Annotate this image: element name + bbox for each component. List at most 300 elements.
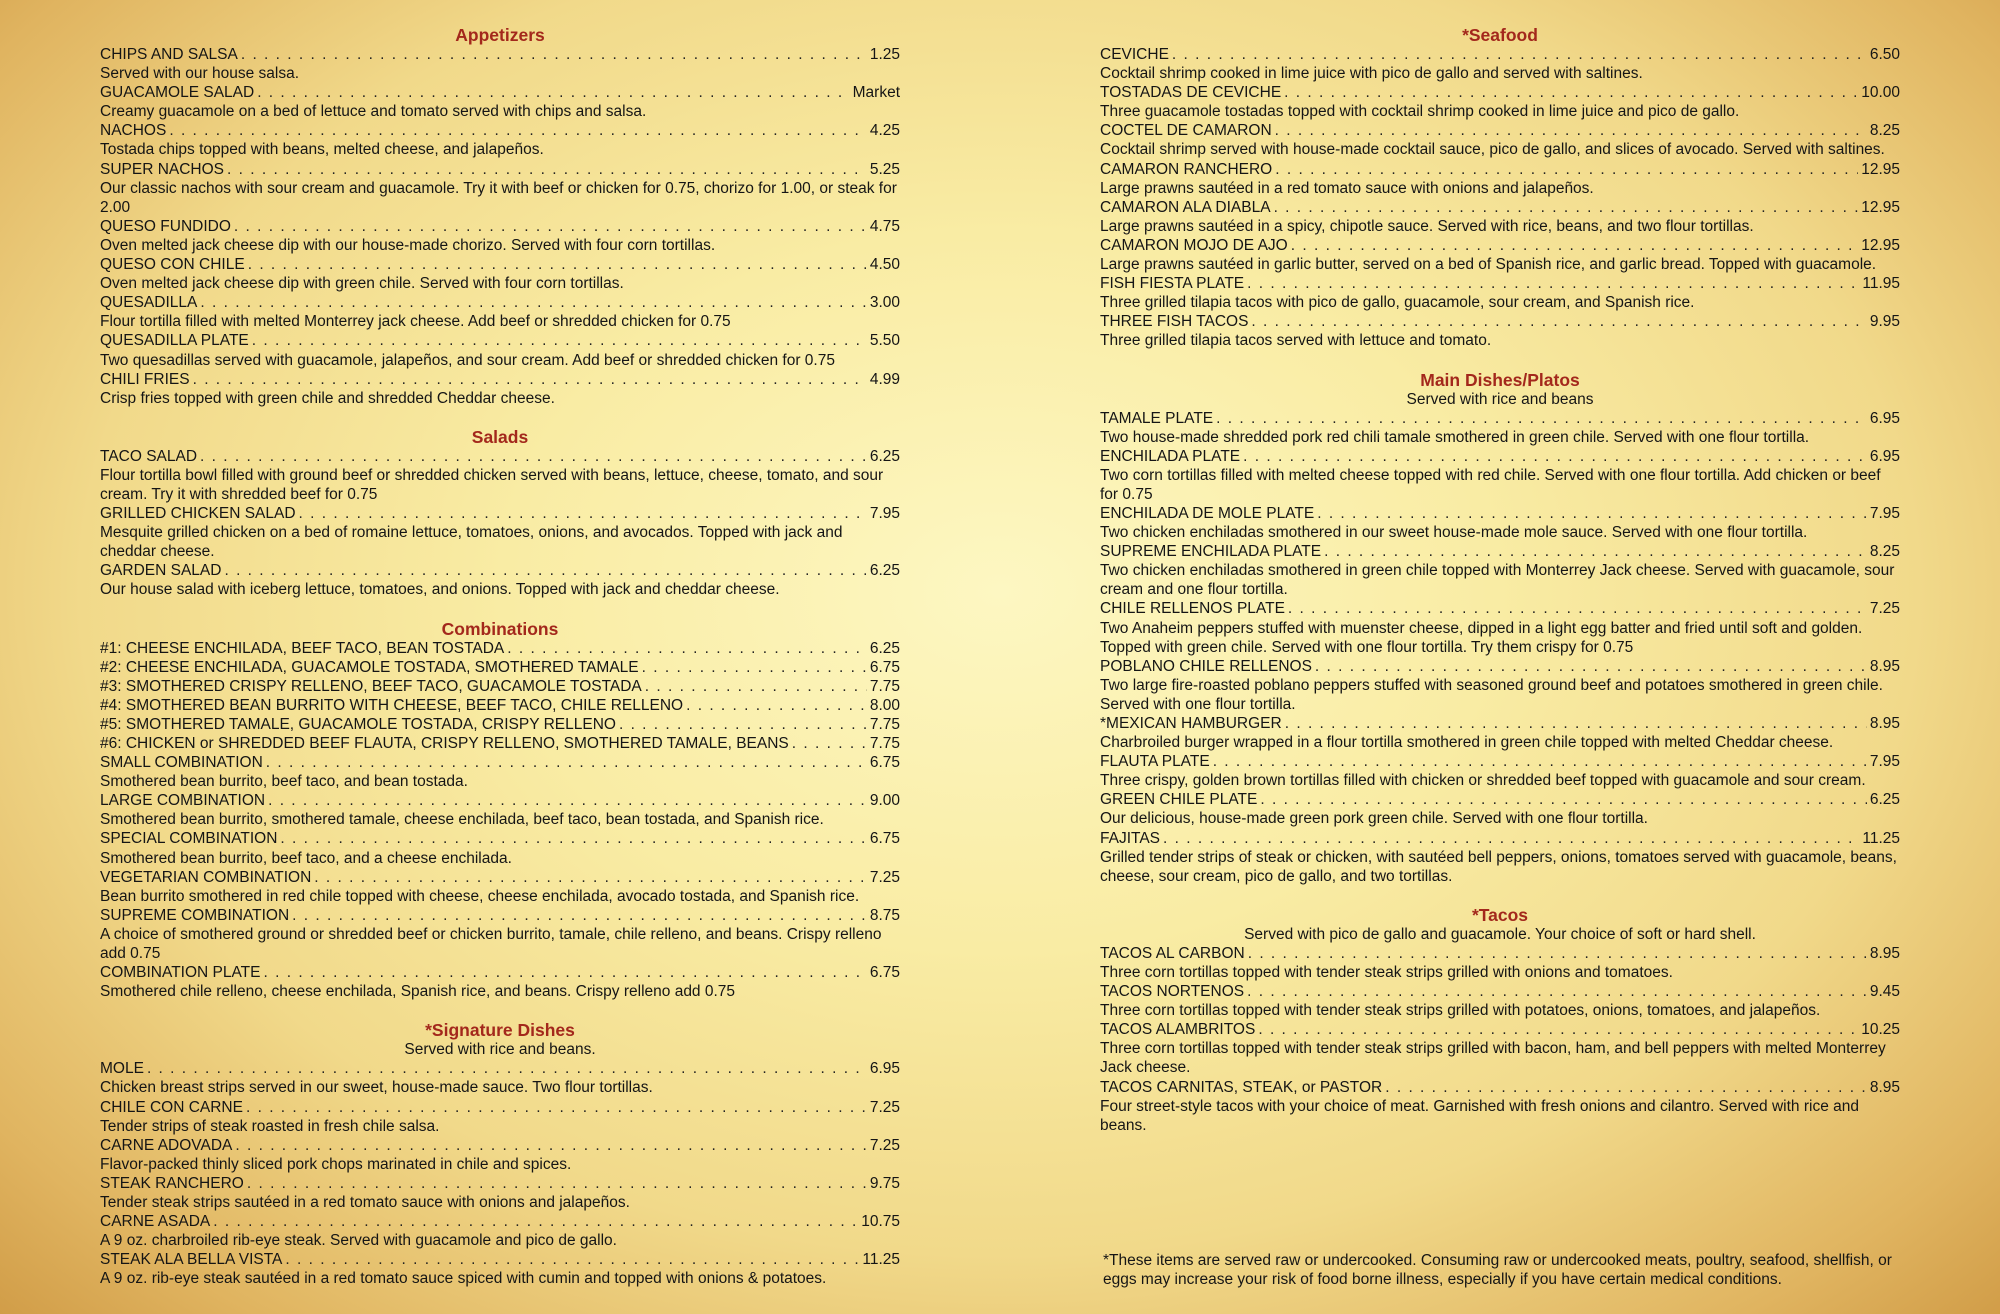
- dot-leader: [1216, 409, 1867, 428]
- menu-item-row: [1100, 752, 1900, 771]
- dot-leader: [169, 121, 867, 140]
- menu-item: [1100, 409, 1900, 447]
- menu-item-row: [100, 1250, 900, 1269]
- menu-item-row: [1100, 829, 1900, 848]
- menu-item-price: 5.25: [869, 160, 900, 178]
- menu-item-price: 10.75: [861, 1213, 900, 1231]
- menu-item-name: VEGETARIAN COMBINATION: [100, 868, 312, 886]
- dot-leader: [247, 1174, 867, 1193]
- dot-leader: [263, 963, 866, 982]
- menu-item-name: #2: CHEESE ENCHILADA, GUACAMOLE TOSTADA, SMOTHERED TAMALE: [100, 658, 639, 676]
- dot-leader: [280, 829, 866, 848]
- menu-item-description: Large prawns sautéed in garlic butter, served on a bed of Spanish rice, and garlic bread. Topped with guacamole.: [1100, 256, 1877, 274]
- menu-item: [100, 963, 900, 1001]
- menu-item-price: 6.75: [869, 754, 900, 772]
- menu-item-name: CAMARON MOJO DE AJO: [1100, 236, 1288, 254]
- menu-item-row: [100, 715, 900, 734]
- menu-item-price: 9.45: [1869, 983, 1900, 1001]
- menu-item-description: Two chicken enchiladas smothered in green chile topped with Monterrey Jack cheese. Served with guacamole, sour cream and one flour tortilla.: [1100, 562, 1895, 599]
- menu-item-description: A 9 oz. charbroiled rib-eye steak. Served with guacamole and pico de gallo.: [100, 1232, 617, 1250]
- menu-item: [100, 561, 900, 599]
- menu-item-row: [100, 677, 900, 696]
- menu-item-price: 8.25: [1869, 122, 1900, 140]
- menu-item-name: *MEXICAN HAMBURGER: [1100, 715, 1282, 732]
- menu-item-price: 6.25: [869, 562, 900, 580]
- menu-item-description: Cocktail shrimp cooked in lime juice with pico de gallo and served with saltines.: [1100, 65, 1643, 83]
- menu-item-description: Flour tortilla filled with melted Monterrey jack cheese. Add beef or shredded chicken for 0.75: [100, 313, 731, 331]
- menu-item-price: 12.95: [1861, 236, 1900, 254]
- menu-item: [1100, 944, 1900, 982]
- menu-item-row: [1100, 312, 1900, 331]
- menu-section-main-dishes-platos: [1100, 370, 1900, 886]
- menu-item-row: [1100, 409, 1900, 428]
- dot-leader: [241, 45, 867, 64]
- section-subtitle: Served with pico de gallo and guacamole. Your choice of soft or hard shell.: [1244, 925, 1756, 943]
- menu-item-row: [100, 829, 900, 848]
- menu-item-price: 4.99: [869, 370, 900, 388]
- menu-item: [100, 1250, 900, 1288]
- section-title: *Seafood: [1462, 25, 1538, 45]
- menu-item-price: 3.00: [869, 294, 900, 312]
- menu-item-row: [100, 255, 900, 274]
- menu-item-row: [100, 217, 900, 236]
- menu-item-row: [1100, 1020, 1900, 1039]
- menu-item-price: 9.75: [869, 1174, 900, 1192]
- menu-item-name: CARNE ASADA: [100, 1213, 211, 1231]
- menu-item-price: 6.75: [869, 964, 900, 982]
- menu-item-name: GRILLED CHICKEN SALAD: [100, 505, 296, 523]
- menu-item-name: GREEN CHILE PLATE: [1100, 791, 1258, 809]
- menu-item-row: [100, 45, 900, 64]
- menu-item-description: Served with our house salsa.: [100, 65, 300, 83]
- menu-item-name: STEAK ALA BELLA VISTA: [100, 1251, 283, 1269]
- menu-item: [1100, 714, 1900, 752]
- dot-leader: [227, 160, 867, 179]
- menu-item: [1100, 198, 1900, 236]
- menu-item: [100, 45, 900, 83]
- menu-item: [1100, 829, 1900, 886]
- menu-item-row: [1100, 83, 1900, 102]
- menu-item-price: 7.75: [869, 735, 900, 752]
- menu-item-description: Smothered bean burrito, beef taco, and bean tostada.: [100, 773, 468, 791]
- menu-item-name: TACOS ALAMBRITOS: [1100, 1021, 1256, 1039]
- menu-item-price: 7.95: [1869, 753, 1900, 771]
- menu-item-name: CHILE RELLENOS PLATE: [1100, 600, 1285, 618]
- dot-leader: [1275, 160, 1858, 179]
- menu-item-description: Crisp fries topped with green chile and shredded Cheddar cheese.: [100, 389, 555, 407]
- menu-item-description: Grilled tender strips of steak or chicken, with sautéed bell peppers, onions, tomatoes served with guacamole, beans, cheese, sour cream, pico de gallo, and two tortillas.: [1100, 848, 1897, 885]
- dot-leader: [642, 658, 867, 677]
- menu-item-row: [100, 447, 900, 466]
- menu-item-row: [100, 83, 900, 102]
- menu-item-row: [100, 293, 900, 312]
- menu-item-name: CARNE ADOVADA: [100, 1136, 233, 1154]
- dot-leader: [1274, 198, 1859, 217]
- menu-item-description: Two chicken enchiladas smothered in our sweet house-made mole sauce. Served with one flour tortilla.: [1100, 524, 1808, 542]
- menu-item-price: 6.25: [869, 447, 900, 465]
- menu-item-row: [100, 370, 900, 389]
- menu-item: [100, 639, 900, 658]
- menu-item-description: Mesquite grilled chicken on a bed of romaine lettuce, tomatoes, onions, and avocados. Topped with jack and cheddar cheese.: [100, 524, 843, 561]
- dot-leader: [246, 1098, 867, 1117]
- menu-item-name: CHILI FRIES: [100, 370, 190, 388]
- menu-item-name: TACO SALAD: [100, 447, 198, 465]
- dot-leader: [1260, 790, 1866, 809]
- menu-item: [100, 1059, 900, 1097]
- menu-item-description: Oven melted jack cheese dip with green chile. Served with four corn tortillas.: [100, 275, 624, 293]
- menu-item-price: 11.25: [862, 1251, 900, 1269]
- menu-item-description: Three corn tortillas topped with tender steak strips grilled with potatoes, onions, tomatoes, and jalapeños.: [1100, 1002, 1821, 1020]
- menu-item-description: Three corn tortillas topped with tender steak strips grilled with bacon, ham, and bell peppers with melted Monterrey Jack cheese.: [1100, 1040, 1886, 1077]
- dot-leader: [1213, 752, 1867, 771]
- dot-leader: [1317, 504, 1867, 523]
- menu-item-price: 6.95: [1869, 447, 1900, 465]
- menu-item-price: 4.75: [869, 217, 900, 235]
- menu-item: [100, 868, 900, 906]
- menu-section-signature-dishes: [100, 1020, 900, 1288]
- section-title: Main Dishes/Platos: [1420, 369, 1580, 390]
- dot-leader: [257, 83, 849, 102]
- menu-item-description: Two large fire-roasted poblano peppers stuffed with seasoned ground beef and potatoes smothered in green chile. Served with one flour tortilla.: [1100, 676, 1883, 713]
- menu-item-name: GARDEN SALAD: [100, 562, 222, 580]
- dot-leader: [1251, 312, 1866, 331]
- menu-item: [100, 83, 900, 121]
- menu-item: [1100, 1078, 1900, 1135]
- menu-item: [1100, 657, 1900, 714]
- menu-item-price: 7.25: [869, 868, 900, 886]
- menu-item-row: [100, 561, 900, 580]
- dot-leader: [314, 868, 867, 887]
- menu-item: [100, 1212, 900, 1250]
- section-subtitle: Served with rice and beans.: [404, 1041, 596, 1059]
- menu-item-price: 11.25: [1862, 829, 1900, 847]
- menu-item-description: Our delicious, house-made green pork green chile. Served with one flour tortilla.: [1100, 810, 1648, 828]
- dot-leader: [686, 696, 867, 715]
- menu-item-row: [100, 906, 900, 925]
- section-title: Appetizers: [455, 25, 545, 45]
- menu-item-price: 6.75: [869, 830, 900, 848]
- menu-item-name: QUESADILLA PLATE: [100, 332, 249, 350]
- menu-item-description: Two corn tortillas filled with melted cheese topped with red chile. Served with one flour tortilla. Add chicken or beef for 0.75: [1100, 466, 1881, 503]
- dot-leader: [268, 791, 867, 810]
- dot-leader: [285, 1250, 859, 1269]
- menu-item-row: [1100, 944, 1900, 963]
- section-title: Combinations: [441, 618, 559, 639]
- menu-item-name: FLAUTA PLATE: [1100, 753, 1210, 771]
- menu-item-row: [100, 734, 900, 753]
- menu-item-name: FISH FIESTA PLATE: [1100, 275, 1245, 293]
- menu-section-appetizers: [100, 25, 900, 408]
- menu-item-row: [1100, 790, 1900, 809]
- menu-item-description: Two Anaheim peppers stuffed with muenster cheese, dipped in a light egg batter and fried until soft and golden. Topped with green chile. Served with one flour tortilla. Try them crispy for 0.75: [1100, 619, 1863, 656]
- menu-item-name: CEVICHE: [1100, 46, 1169, 63]
- menu-item-row: [1100, 599, 1900, 618]
- menu-item-row: [1100, 160, 1900, 179]
- menu-item-price: 5.50: [869, 332, 900, 350]
- menu-section-combinations: [100, 619, 900, 1002]
- menu-item-row: [100, 791, 900, 810]
- menu-item-name: SUPREME ENCHILADA PLATE: [1100, 543, 1322, 561]
- dot-leader: [213, 1212, 858, 1231]
- menu-section-tacos: [1100, 905, 1900, 1135]
- menu-item-name: COMBINATION PLATE: [100, 964, 261, 982]
- menu-item-name: SPECIAL COMBINATION: [100, 830, 278, 848]
- dot-leader: [200, 447, 867, 466]
- menu-item-description: Flavor-packed thinly sliced pork chops marinated in chile and spices.: [100, 1155, 572, 1173]
- menu-item-row: [100, 696, 900, 715]
- menu-item-row: [100, 639, 900, 658]
- menu-item-name: GUACAMOLE SALAD: [100, 84, 255, 102]
- menu-item-description: Large prawns sautéed in a spicy, chipotle sauce. Served with rice, beans, and two flour tortillas.: [1100, 217, 1754, 235]
- menu-item-price: 6.75: [869, 658, 900, 676]
- menu-item-price: 7.95: [1869, 504, 1900, 522]
- menu-item-description: Large prawns sautéed in a red tomato sauce with onions and jalapeños.: [1100, 179, 1594, 197]
- menu-item: [100, 715, 900, 734]
- dot-leader: [200, 293, 866, 312]
- menu-item-price: 8.95: [1869, 944, 1900, 962]
- menu-item-name: TOSTADAS DE CEVICHE: [1100, 84, 1282, 102]
- menu-item-row: [100, 1098, 900, 1117]
- dot-leader: [1288, 599, 1867, 618]
- dot-leader: [792, 734, 867, 753]
- menu-item-row: [1100, 982, 1900, 1001]
- menu-item-name: COCTEL DE CAMARON: [1100, 122, 1272, 140]
- menu-item-row: [100, 1059, 900, 1078]
- menu-item: [100, 293, 900, 331]
- menu-item-row: [100, 963, 900, 982]
- menu-item-name: #1: CHEESE ENCHILADA, BEEF TACO, BEAN TOSTADA: [100, 639, 505, 657]
- menu-item: [100, 1098, 900, 1136]
- menu-item-row: [100, 504, 900, 523]
- menu-item-name: SUPER NACHOS: [100, 160, 225, 178]
- menu-item-name: CHIPS AND SALSA: [100, 46, 238, 63]
- menu-item-description: A 9 oz. rib-eye steak sautéed in a red tomato sauce spiced with cumin and topped with onions & potatoes.: [100, 1270, 827, 1288]
- menu-item-row: [1100, 714, 1900, 733]
- menu-item-description: Three crispy, golden brown tortillas filled with chicken or shredded beef topped with guacamole and sour cream.: [1100, 772, 1866, 790]
- menu-item-price: 7.75: [869, 715, 900, 733]
- menu-item: [100, 677, 900, 696]
- dot-leader: [1243, 447, 1867, 466]
- dot-leader: [619, 715, 867, 734]
- dot-leader: [299, 504, 867, 523]
- menu-item: [1100, 274, 1900, 312]
- menu-item-price: 6.50: [1869, 46, 1900, 63]
- menu-item-description: Smothered bean burrito, beef taco, and a cheese enchilada.: [100, 849, 512, 867]
- dot-leader: [292, 906, 867, 925]
- menu-item: [100, 160, 900, 217]
- menu-item-name: POBLANO CHILE RELLENOS: [1100, 657, 1312, 675]
- menu-item-description: Smothered bean burrito, smothered tamale, cheese enchilada, beef taco, bean tostada, and Spanish rice.: [100, 811, 824, 829]
- menu-item-description: Three guacamole tostadas topped with cocktail shrimp cooked in lime juice and pico de gallo.: [1100, 103, 1740, 121]
- menu-section-seafood: [1100, 25, 1900, 351]
- menu-item-row: [1100, 657, 1900, 676]
- menu-item-name: SMALL COMBINATION: [100, 754, 263, 772]
- dot-leader: [1324, 542, 1867, 561]
- menu-item-row: [1100, 45, 1900, 64]
- menu-item-price: 8.00: [869, 696, 900, 714]
- menu-item: [1100, 982, 1900, 1020]
- menu-item-price: 8.75: [869, 906, 900, 924]
- menu-item-description: A choice of smothered ground or shredded beef or chicken burrito, tamale, chile relleno, and beans. Crispy relleno add 0.75: [100, 925, 882, 963]
- menu-item-description: Three grilled tilapia tacos served with lettuce and tomato.: [1100, 332, 1492, 350]
- menu-item-price: 8.95: [1869, 657, 1900, 675]
- dot-leader: [1258, 1020, 1858, 1039]
- menu-item: [100, 906, 900, 963]
- dot-leader: [1275, 121, 1867, 140]
- section-title: *Signature Dishes: [425, 1020, 575, 1041]
- menu-item: [1100, 504, 1900, 542]
- menu-column-left: [100, 25, 900, 1307]
- menu-item-description: Oven melted jack cheese dip with our house-made chorizo. Served with four corn tortillas.: [100, 236, 716, 254]
- menu-item-price: 7.75: [869, 677, 900, 695]
- menu-item-price: 7.25: [869, 1136, 900, 1154]
- menu-item-row: [1100, 1078, 1900, 1097]
- menu-item-row: [1100, 274, 1900, 293]
- menu-item: [1100, 45, 1900, 83]
- menu-item-price: Market: [852, 84, 900, 102]
- menu-item-price: 10.25: [1861, 1021, 1900, 1039]
- menu-item-name: QUESO CON CHILE: [100, 256, 245, 274]
- dot-leader: [645, 677, 867, 696]
- dot-leader: [193, 370, 867, 389]
- menu-item: [100, 1174, 900, 1212]
- menu-item-price: 11.95: [1862, 275, 1900, 293]
- menu-item-description: Tender strips of steak roasted in fresh chile salsa.: [100, 1117, 440, 1135]
- menu-item: [100, 370, 900, 408]
- menu-item-row: [100, 1212, 900, 1231]
- menu-item: [100, 658, 900, 677]
- menu-item-name: #6: CHICKEN or SHREDDED BEEF FLAUTA, CRISPY RELLENO, SMOTHERED TAMALE, BEANS: [100, 735, 789, 752]
- menu-item-row: [1100, 504, 1900, 523]
- menu-item-name: CAMARON RANCHERO: [1100, 160, 1273, 178]
- dot-leader: [1291, 236, 1858, 255]
- menu-item-description: Chicken breast strips served in our sweet, house-made sauce. Two flour tortillas.: [100, 1079, 653, 1097]
- section-title: *Tacos: [1471, 904, 1529, 925]
- menu-item-row: [1100, 447, 1900, 466]
- menu-item-description: Creamy guacamole on a bed of lettuce and tomato served with chips and salsa.: [100, 103, 647, 121]
- menu-item-description: Our house salad with iceberg lettuce, tomatoes, and onions. Topped with jack and cheddar cheese.: [100, 581, 780, 599]
- menu-item-name: STEAK RANCHERO: [100, 1174, 244, 1192]
- menu-item-price: 8.95: [1869, 715, 1900, 732]
- menu-item: [1100, 599, 1900, 656]
- menu-item: [100, 217, 900, 255]
- menu-item: [100, 753, 900, 791]
- menu-item-price: 12.95: [1861, 198, 1900, 216]
- menu-item-row: [100, 1174, 900, 1193]
- dot-leader: [147, 1059, 867, 1078]
- menu-item-description: Tostada chips topped with beans, melted cheese, and jalapeños.: [100, 141, 544, 159]
- menu-item-name: QUESADILLA: [100, 294, 198, 312]
- menu-item-description: Two house-made shredded pork red chili tamale smothered in green chile. Served with one flour tortilla.: [1100, 428, 1810, 446]
- menu-item-price: 4.50: [869, 256, 900, 274]
- menu-item: [1100, 121, 1900, 159]
- menu-item-name: TACOS AL CARBON: [1100, 944, 1245, 962]
- menu-item-price: 7.25: [869, 1098, 900, 1116]
- menu-item: [1100, 160, 1900, 198]
- menu-item-name: ENCHILADA DE MOLE PLATE: [1100, 504, 1315, 522]
- dot-leader: [1247, 274, 1859, 293]
- menu-item-price: 10.00: [1861, 84, 1900, 102]
- menu-item: [1100, 312, 1900, 350]
- menu-item-description: Cocktail shrimp served with house-made cocktail sauce, pico de gallo, and slices of avocado. Served with saltines.: [1100, 141, 1885, 159]
- dot-leader: [1163, 829, 1859, 848]
- menu-item-price: 8.95: [1869, 1078, 1900, 1096]
- menu-item-row: [100, 868, 900, 887]
- dot-leader: [248, 255, 867, 274]
- menu-item-row: [1100, 198, 1900, 217]
- menu-item-row: [100, 753, 900, 772]
- dot-leader: [252, 331, 867, 350]
- menu-item-description: Four street-style tacos with your choice of meat. Garnished with fresh onions and cilantro. Served with rice and beans.: [1100, 1097, 1859, 1134]
- section-title: Salads: [471, 426, 529, 447]
- menu-item-price: 4.25: [869, 122, 900, 140]
- menu-item-name: FAJITAS: [1100, 829, 1161, 847]
- menu-item: [1100, 83, 1900, 121]
- menu-item-price: 8.25: [1869, 543, 1900, 561]
- menu-item-name: CHILE CON CARNE: [100, 1098, 243, 1116]
- menu-item-name: #5: SMOTHERED TAMALE, GUACAMOLE TOSTADA, CRISPY RELLENO: [100, 715, 616, 733]
- menu-item: [100, 504, 900, 561]
- dot-leader: [507, 639, 867, 658]
- dot-leader: [1248, 944, 1867, 963]
- menu-item-name: TACOS NORTENOS: [1100, 983, 1245, 1001]
- menu-item: [1100, 542, 1900, 599]
- menu-item: [1100, 790, 1900, 828]
- menu-item-row: [100, 160, 900, 179]
- menu-item-name: CAMARON ALA DIABLA: [1100, 198, 1271, 216]
- menu-item-description: Three corn tortillas topped with tender steak strips grilled with onions and tomatoes.: [1100, 963, 1673, 981]
- menu-item-price: 6.95: [1869, 409, 1900, 427]
- menu-item-name: THREE FISH TACOS: [1100, 313, 1249, 331]
- dot-leader: [1247, 982, 1867, 1001]
- menu-item-name: SUPREME COMBINATION: [100, 906, 290, 924]
- menu-item-price: 6.95: [869, 1060, 900, 1078]
- menu-column-right: [1100, 25, 1900, 1154]
- dot-leader: [1285, 714, 1867, 733]
- menu-item: [1100, 236, 1900, 274]
- menu-item-price: 6.25: [1869, 791, 1900, 809]
- menu-item-description: Three grilled tilapia tacos with pico de gallo, guacamole, sour cream, and Spanish rice.: [1100, 294, 1695, 312]
- menu-item: [100, 696, 900, 715]
- menu-item-row: [1100, 121, 1900, 140]
- menu-item-name: LARGE COMBINATION: [100, 792, 266, 810]
- menu-item: [1100, 752, 1900, 790]
- menu-item-name: TACOS CARNITAS, STEAK, or PASTOR: [1100, 1078, 1383, 1096]
- menu-item-price: 12.95: [1861, 160, 1900, 178]
- menu-item-name: TAMALE PLATE: [1100, 409, 1214, 427]
- menu-item-name: #4: SMOTHERED BEAN BURRITO WITH CHEESE, BEEF TACO, CHILE RELLENO: [100, 696, 684, 714]
- menu-item: [100, 791, 900, 829]
- menu-item-name: MOLE: [100, 1060, 144, 1078]
- section-subtitle: Served with rice and beans: [1406, 390, 1594, 408]
- dot-leader: [1172, 45, 1867, 64]
- menu-item-description: Tender steak strips sautéed in a red tomato sauce with onions and jalapeños.: [100, 1193, 630, 1211]
- menu-item-name: NACHOS: [100, 122, 167, 140]
- menu-section-salads: [100, 427, 900, 600]
- menu-item: [100, 829, 900, 867]
- menu-item-description: Charbroiled burger wrapped in a flour tortilla smothered in green chile topped with melted Cheddar cheese.: [1100, 734, 1834, 752]
- menu-item-price: 7.25: [1869, 600, 1900, 618]
- dot-leader: [1315, 657, 1867, 676]
- dot-leader: [1284, 83, 1858, 102]
- menu-item-price: 6.25: [869, 639, 900, 657]
- menu-item-description: Two quesadillas served with guacamole, jalapeños, and sour cream. Add beef or shredded chicken for 0.75: [100, 351, 835, 369]
- menu-item-name: QUESO FUNDIDO: [100, 217, 231, 235]
- dot-leader: [266, 753, 867, 772]
- menu-item-row: [1100, 236, 1900, 255]
- dot-leader: [235, 1136, 866, 1155]
- menu-item-price: 9.95: [1869, 313, 1900, 331]
